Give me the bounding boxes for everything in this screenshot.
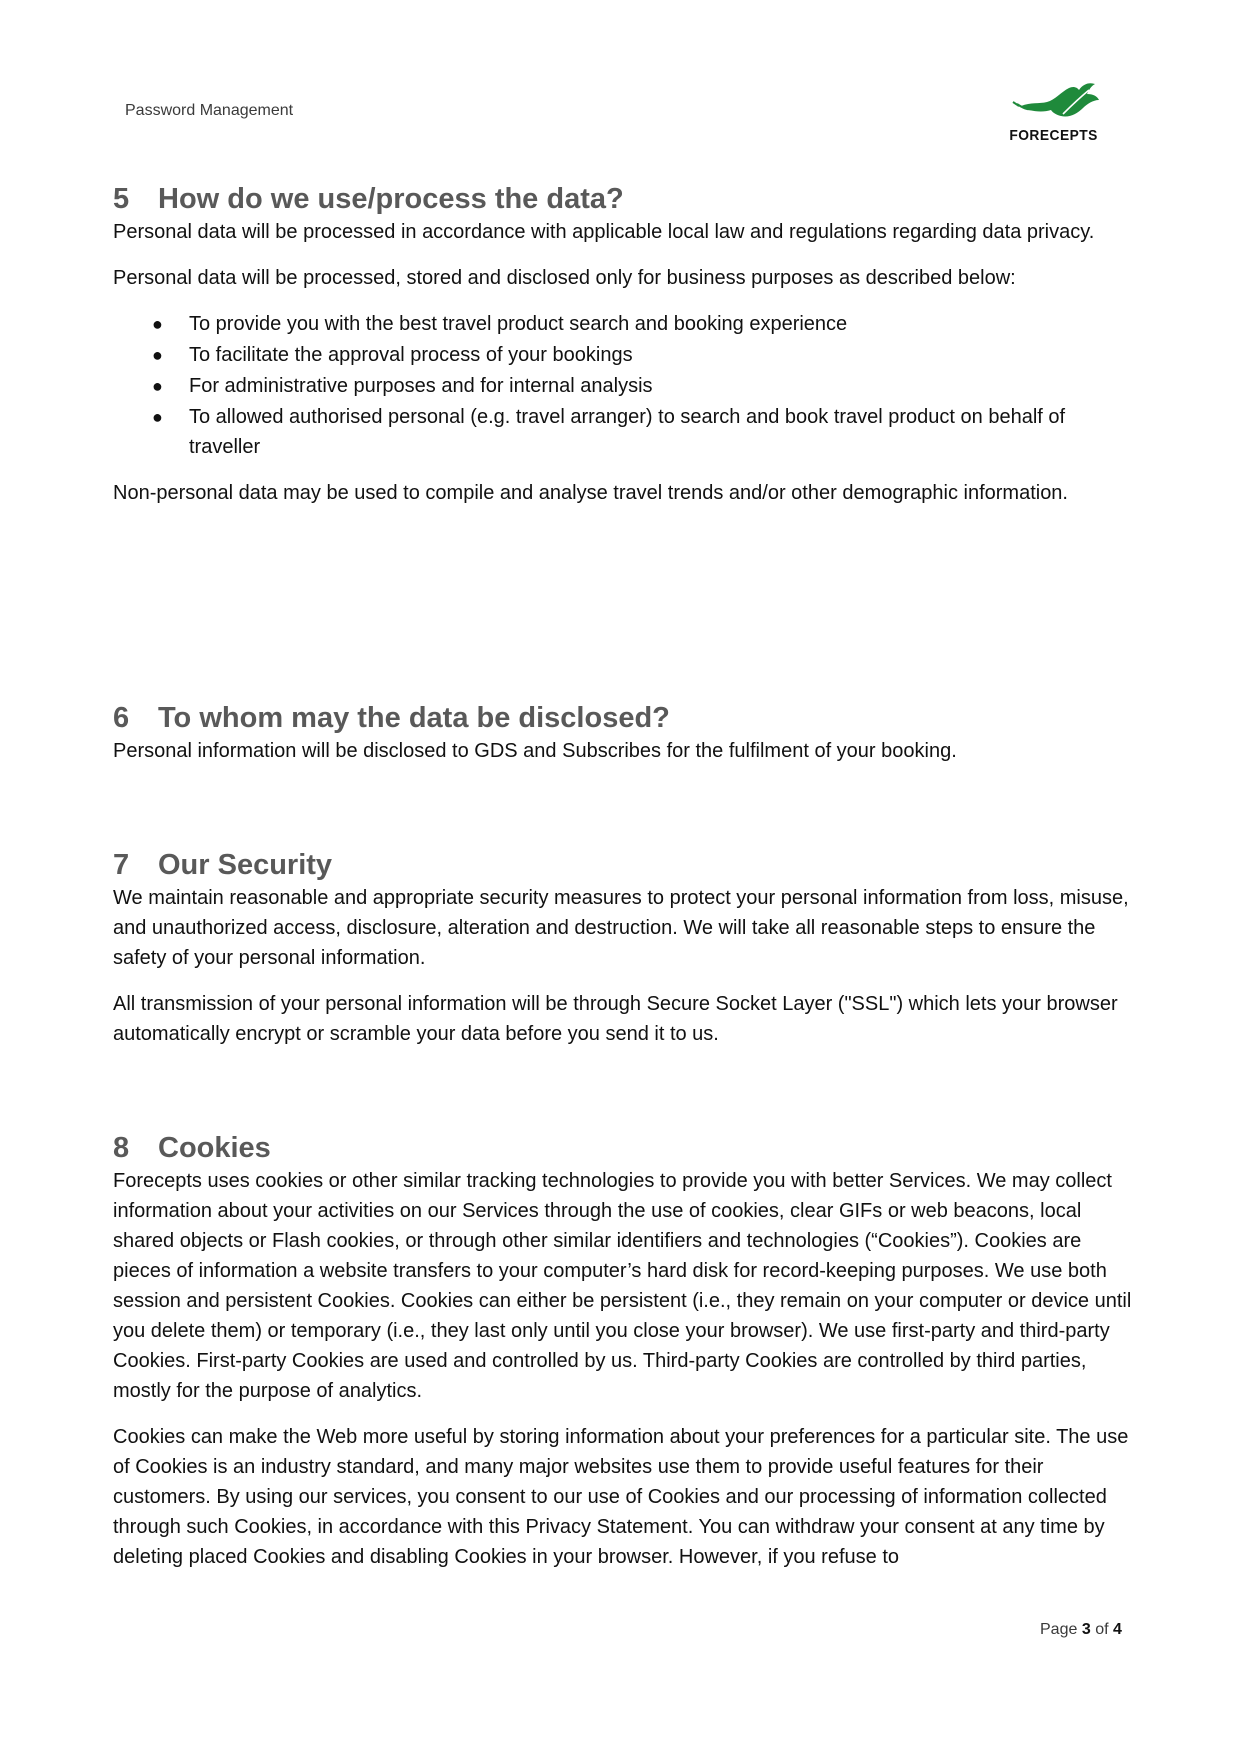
total-pages: 4 [1112,1621,1122,1638]
paragraph: We maintain reasonable and appropriate security measures to protect your personal information from loss, misuse, and unauthorized access, disclosure, alteration and destruction. We will take all reasonable steps to ensure the safety of your personal information. [113,886,1129,969]
paragraph: Cookies can make the Web more useful by storing information about your preferences for a particular site. The use of Cookies is an industry standard, and many major websites use them to provide useful features for their customers. By using our services, you consent to our use of Cookies and our processing of information collected through such Cookies, in accordance with this Privacy Statement. You can withdraw your consent at any time by deleting placed Cookies and disabling Cookies in your browser. However, if you refuse to [113,1425,1129,1568]
section-number: 5 [113,183,130,215]
list-item [152,309,1133,339]
list-item-text: To facilitate the approval process of your bookings [189,343,633,366]
section-title: How do we use/process the data? [158,183,624,215]
paragraph: Personal data will be processed, stored and disclosed only for business purposes as described below: [113,266,1016,289]
section-number: 7 [113,849,130,881]
paragraph: Forecepts uses cookies or other similar tracking technologies to provide you with better Services. We may collect information about your activities on our Services through the use of cookies, clear GIFs or web beacons, local shared objects or Flash cookies, or through other similar identifiers and technologies (“Cookies”). Cookies are pieces of information a website transfers to your computer’s hard disk for record-keeping purposes. We use both session and persistent Cookies. Cookies can either be persistent (i.e., they remain on your computer or device until you delete them) or temporary (i.e., they last only until you close your browser). We use first-party and third-party Cookies. First-party Cookies are used and controlled by us. Third-party Cookies are controlled by third parties, mostly for the purpose of analytics. [113,1169,1132,1402]
bullet-icon: ● [152,406,163,427]
list-item [152,340,1133,370]
bullet-icon: ● [152,344,163,365]
list-item [152,371,1133,401]
list-item-text: For administrative purposes and for internal analysis [189,374,653,397]
of-label: of [1095,1621,1109,1638]
section-heading [113,701,1133,736]
section-7 [113,848,1133,1049]
section-heading [113,182,1133,217]
section-heading [113,1131,1133,1166]
section-8 [113,1131,1133,1572]
section-number: 8 [113,1132,130,1164]
bullet-list [113,309,1133,462]
logo-text: FORECEPTS [1009,127,1098,144]
section-heading [113,848,1133,883]
section-title: Our Security [158,849,333,881]
header-title: Password Management [125,102,294,119]
company-logo [1003,78,1123,148]
section-title: To whom may the data be disclosed? [158,702,670,734]
section-6 [113,701,1133,766]
section-5 [113,182,1133,508]
paragraph: All transmission of your personal information will be through Secure Socket Layer ("SSL") which lets your browser automatically encrypt or scramble your data before you send it to us. [113,992,1118,1045]
bullet-icon: ● [152,375,163,396]
bullet-icon: ● [152,313,163,334]
current-page: 3 [1081,1621,1091,1638]
paragraph: Personal data will be processed in accordance with applicable local law and regulations regarding data privacy. [113,220,1095,243]
leaf-logo-icon [1003,78,1113,128]
section-title: Cookies [158,1132,271,1164]
list-item [152,402,1133,462]
paragraph: Personal information will be disclosed to GDS and Subscribes for the fulfilment of your booking. [113,739,957,762]
page-label: Page [1040,1621,1078,1638]
list-item-text: To provide you with the best travel product search and booking experience [189,312,848,335]
paragraph: Non-personal data may be used to compile and analyse travel trends and/or other demographic information. [113,481,1068,504]
list-item-text: To allowed authorised personal (e.g. travel arranger) to search and book travel product on behalf of traveller [189,405,1066,458]
section-number: 6 [113,702,130,734]
page-number [1040,1621,1122,1639]
